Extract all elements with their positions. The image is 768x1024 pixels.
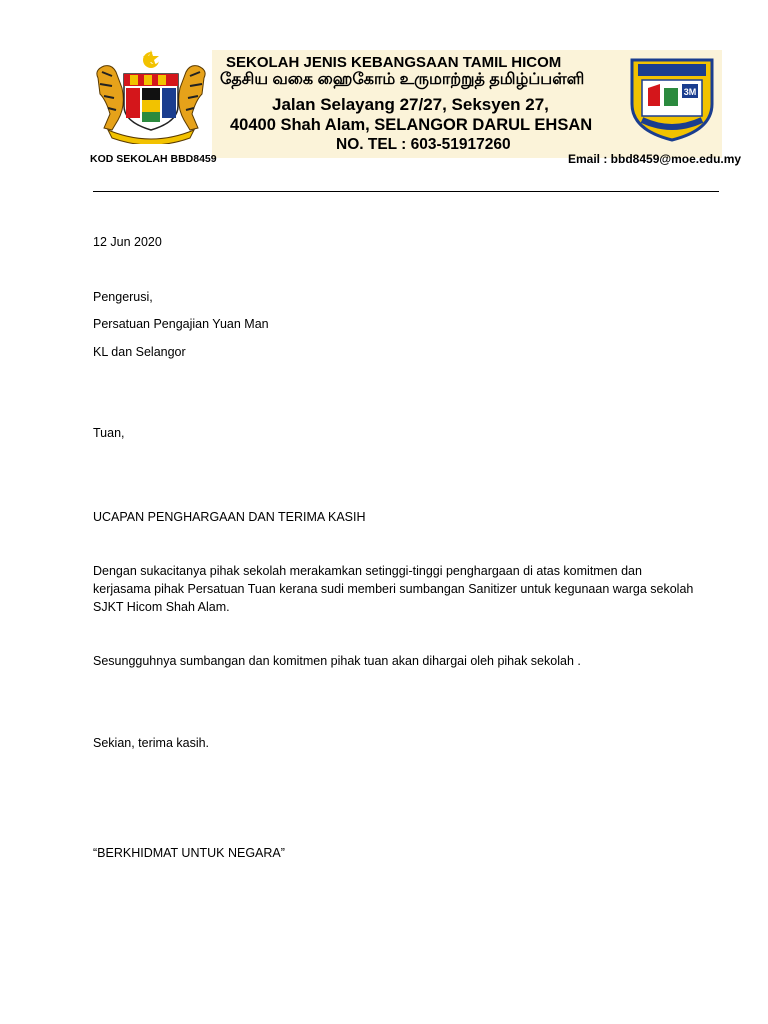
school-code: KOD SEKOLAH BBD8459 — [90, 153, 217, 165]
school-name-tamil: தேசிய வகை ஹைகோம் உருமாற்றுத் தமிழ்ப்பள்ளி — [220, 71, 585, 88]
phone-number: NO. TEL : 603-51917260 — [336, 136, 511, 153]
paragraph-2: Sesungguhnya sumbangan dan komitmen pihak tuan akan dihargai oleh pihak sekolah . — [93, 654, 581, 668]
school-logo-label: 3M — [683, 87, 697, 97]
letter-subject: UCAPAN PENGHARGAAN DAN TERIMA KASIH — [93, 510, 366, 524]
recipient-location: KL dan Selangor — [93, 345, 186, 359]
closing: Sekian, terima kasih. — [93, 736, 210, 750]
paragraph-1-line-2: kerjasama pihak Persatuan Tuan kerana sudi memberi sumbangan Sanitizer untuk kegunaan warga sekolah — [93, 582, 694, 596]
salutation: Tuan, — [93, 426, 125, 440]
paragraph-1-line-1: Dengan sukacitanya pihak sekolah merakamkan setinggi-tinggi penghargaan di atas komitmen dan — [93, 564, 642, 578]
address-line-1: Jalan Selayang 27/27, Seksyen 27, — [272, 95, 549, 114]
recipient-org: Persatuan Pengajian Yuan Man — [93, 317, 269, 331]
school-logo-icon — [626, 54, 718, 142]
school-email: Email : bbd8459@moe.edu.my — [568, 152, 742, 166]
coat-of-arms-icon — [90, 48, 212, 144]
address-line-2: 40400 Shah Alam, SELANGOR DARUL EHSAN — [230, 116, 593, 134]
header-divider — [93, 191, 719, 192]
paragraph-1-line-3: SJKT Hicom Shah Alam. — [93, 600, 230, 614]
motto: “BERKHIDMAT UNTUK NEGARA” — [93, 846, 285, 860]
school-name: SEKOLAH JENIS KEBANGSAAN TAMIL HICOM — [226, 54, 562, 71]
recipient-title: Pengerusi, — [93, 290, 153, 304]
letter-date: 12 Jun 2020 — [93, 235, 162, 249]
